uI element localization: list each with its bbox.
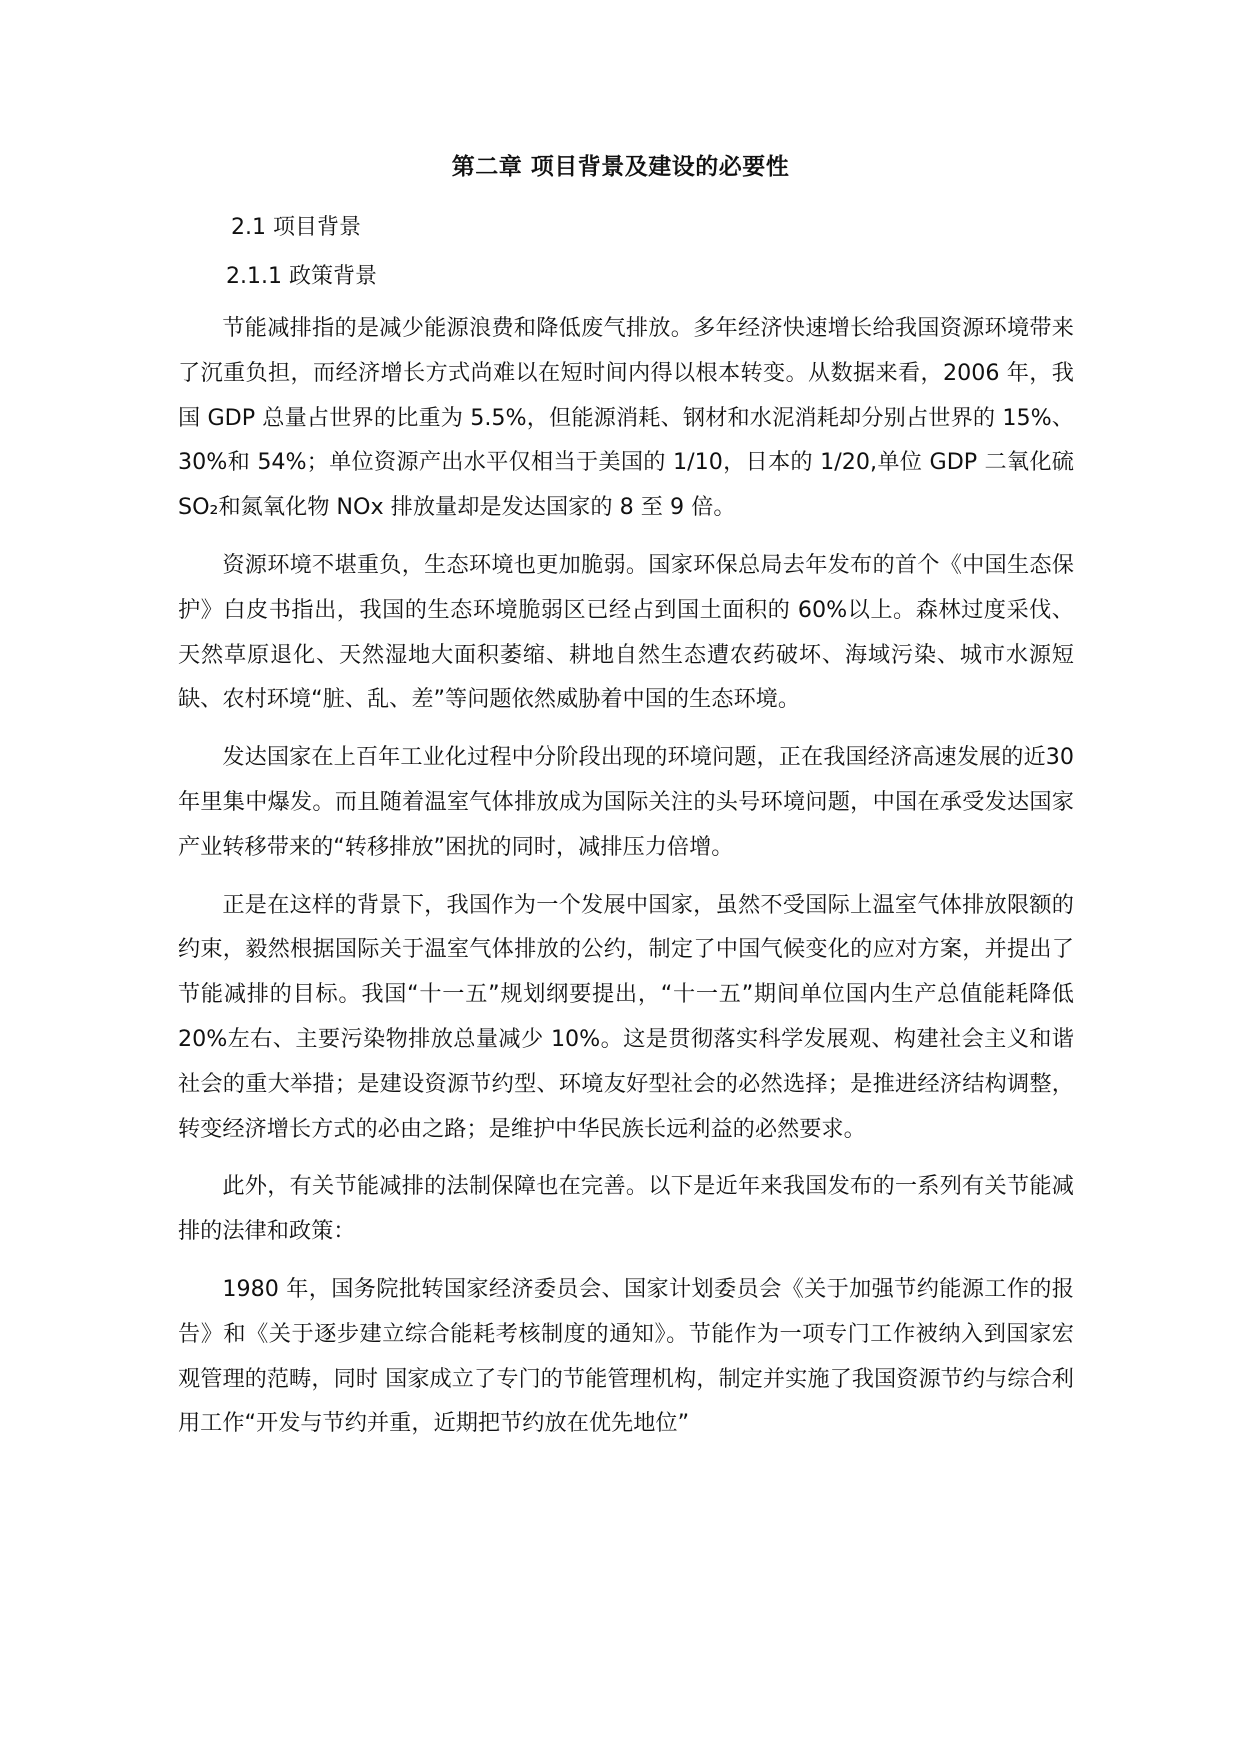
paragraph-2: 资源环境不堪重负，生态环境也更加脆弱。国家环保总局去年发布的首个《中国生态保护》白皮书指出，我国的生态环境脆弱区已经占到国土面积的 60%以上。森林过度采伐、天然草原退化、天然湿地大面积萎缩、耕地自然生态遭农药破坏、海域污染、城市水源短缺、农村环境“脏、乱、差”等问题依然威胁着中国的生态环境。 <box>178 551 1074 713</box>
subsection-heading: 2.1.1 政策背景 <box>226 264 377 289</box>
paragraph-6: 1980 年，国务院批转国家经济委员会、国家计划委员会《关于加强节约能源工作的报告》和《关于逐步建立综合能耗考核制度的通知》。节能作为一项专门工作被纳入到国家宏观管理的范畴，同时 国家成立了专门的节能管理机构，制定并实施了我国资源节约与综合利用工作“开发与节约并重，近期把节约放在优先地位” <box>178 1275 1074 1437</box>
chapter-title: 第二章 项目背景及建设的必要性 <box>451 154 790 180</box>
section-heading: 2.1 项目背景 <box>231 215 361 240</box>
paragraph-5: 此外，有关节能减排的法制保障也在完善。以下是近年来我国发布的一系列有关节能减排的法律和政策： <box>178 1173 1074 1245</box>
paragraph-4: 正是在这样的背景下，我国作为一个发展中国家，虽然不受国际上温室气体排放限额的约束，毅然根据国际关于温室气体排放的公约，制定了中国气候变化的应对方案，并提出了节能减排的目标。我国“十一五”规划纲要提出，“十一五”期间单位国内生产总值能耗降低 20%左右、主要污染物排放总量减少 10%。这是贯彻落实科学发展观、构建社会主义和谐社会的重大举措；是建设资源节约型、环境友好型社会的必然选择；是推进经济结构调整，转变经济增长方式的必由之路；是维护中华民族长远利益的必然要求。 <box>178 891 1074 1142</box>
body-text <box>178 306 1074 1446</box>
paragraph-3: 发达国家在上百年工业化过程中分阶段出现的环境问题，正在我国经济高速发展的近30年里集中爆发。而且随着温室气体排放成为国际关注的头号环境问题，中国在承受发达国家产业转移带来的“转移排放”困扰的同时，减排压力倍增。 <box>178 744 1074 860</box>
paragraph-1: 节能减排指的是减少能源浪费和降低废气排放。多年经济快速增长给我国资源环境带来了沉重负担，而经济增长方式尚难以在短时间内得以根本转变。从数据来看，2006 年，我国 GDP 总量占世界的比重为 5.5%，但能源消耗、钢材和水泥消耗却分别占世界的 15%、30%和 54%；单位资源产出水平仅相当于美国的 1/10，日本的 1/20,单位 GDP 二氧化硫 SO₂和氮氧化物 NOx 排放量却是发达国家的 8 至 9 倍。 <box>178 315 1074 521</box>
